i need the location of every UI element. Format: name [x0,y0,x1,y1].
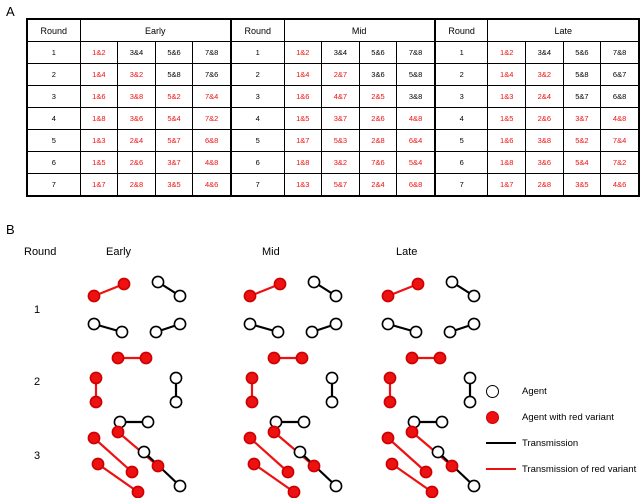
round-cell: 5 [231,130,284,152]
agent-node-red [406,352,417,363]
pair-cell: 2&4 [526,86,564,108]
agent-node-red [88,290,99,301]
pair-cell: 7&8 [193,42,231,64]
pair-cell: 7&4 [193,86,231,108]
round-cell: 2 [231,64,284,86]
agent-node-red [420,466,431,477]
pair-cell: 5&8 [563,64,601,86]
agent-open-circle-icon [486,385,520,398]
pair-cell: 6&7 [601,64,639,86]
pair-cell: 3&5 [563,174,601,197]
agent-node-red [384,372,395,383]
agent-node-red [382,290,393,301]
pair-cell: 5&3 [322,130,360,152]
agent-node [88,318,99,329]
agent-red-circle-icon [486,411,520,424]
pair-cell: 6&4 [397,130,435,152]
pair-cell: 3&4 [322,42,360,64]
panelb-column-early: Early [106,246,132,258]
pair-cell: 3&8 [526,130,564,152]
pair-cell: 2&6 [359,108,397,130]
round-cell: 7 [231,174,284,197]
pair-cell: 6&8 [601,86,639,108]
agent-node-red [426,486,437,497]
agent-node-red [406,426,417,437]
table-header-row [27,19,639,42]
round-cell: 6 [27,152,80,174]
agent-node [170,396,181,407]
agent-node-red [126,466,137,477]
pair-cell: 2&6 [526,108,564,130]
agent-node [326,396,337,407]
pair-cell: 7&6 [193,64,231,86]
pair-cell: 1&7 [284,130,322,152]
agent-node-red [244,432,255,443]
pair-cell: 4&8 [397,108,435,130]
pair-cell: 5&4 [563,152,601,174]
agent-node [272,326,283,337]
panel-a-letter: A [6,4,15,19]
round-cell: 4 [231,108,284,130]
round-cell: 4 [27,108,80,130]
agent-node-red [412,278,423,289]
agent-node [116,326,127,337]
pair-cell: 3&2 [118,64,156,86]
round-cell: 3 [435,86,488,108]
pair-cell: 7&8 [601,42,639,64]
round-cell: 5 [435,130,488,152]
agent-node [152,276,163,287]
agent-node-red [434,352,445,363]
pair-cell: 3&6 [526,152,564,174]
panelb-row-3: 3 [34,450,41,462]
agent-node-red [244,290,255,301]
round-cell: 7 [435,174,488,197]
agent-node [294,446,305,457]
pair-cell: 3&6 [359,64,397,86]
agent-node [174,318,185,329]
pair-cell: 1&3 [488,86,526,108]
agent-node [142,416,153,427]
legend-label-transmission-red: Transmission of red variant [522,463,637,475]
pair-cell: 2&8 [359,130,397,152]
agent-node-red [132,486,143,497]
agent-node [382,318,393,329]
legend-item-transmission-red [486,456,636,482]
agent-node-red [140,352,151,363]
pair-cell: 5&7 [322,174,360,197]
pair-cell: 3&5 [155,174,193,197]
pair-cell: 7&4 [601,130,639,152]
agent-node-red [288,486,299,497]
round-cell: 5 [27,130,80,152]
agent-node [410,326,421,337]
round-cell: 2 [27,64,80,86]
round-cell: 6 [435,152,488,174]
agent-node [330,480,341,491]
pair-cell: 6&8 [193,130,231,152]
pair-cell: 2&4 [118,130,156,152]
agent-node-red [446,460,457,471]
pair-cell: 5&7 [155,130,193,152]
pair-cell: 1&3 [80,130,118,152]
panelb-column-mid: Mid [262,246,280,258]
agent-node-red [112,426,123,437]
pair-cell: 5&2 [563,130,601,152]
panelb-column-late: Late [396,246,418,258]
agent-node-red [118,278,129,289]
legend-item-agent-red [486,404,636,430]
agent-node-red [92,458,103,469]
agent-node [464,396,475,407]
pair-cell: 4&8 [601,108,639,130]
pair-cell: 5&6 [563,42,601,64]
round-cell: 3 [27,86,80,108]
pair-cell: 3&8 [118,86,156,108]
pair-cell: 2&4 [359,174,397,197]
panel-b-letter: B [6,222,15,237]
panelb-round-label: Round [24,246,57,258]
agent-node [174,290,185,301]
pair-cell: 6&8 [397,174,435,197]
pair-cell: 1&4 [284,64,322,86]
agent-node [432,446,443,457]
agent-node-red [384,396,395,407]
header-mid: Mid [284,19,435,42]
pair-cell: 1&6 [284,86,322,108]
pair-cell: 3&4 [526,42,564,64]
agent-node-red [274,278,285,289]
agent-node-red [246,396,257,407]
pair-cell: 1&8 [80,108,118,130]
pair-cell: 3&2 [322,152,360,174]
legend-label-transmission: Transmission [522,437,579,449]
agent-node-red [268,352,279,363]
pair-cell: 1&7 [80,174,118,197]
agent-node-red [88,432,99,443]
agent-node-red [90,372,101,383]
table-row [27,152,639,174]
pair-cell: 1&2 [284,42,322,64]
agent-node-red [308,460,319,471]
pair-cell: 1&4 [80,64,118,86]
pair-cell: 7&2 [601,152,639,174]
agent-node-red [382,432,393,443]
legend [486,378,636,482]
agent-node-red [152,460,163,471]
pair-cell: 5&4 [155,108,193,130]
pair-cell: 3&8 [397,86,435,108]
table-row [27,86,639,108]
header-round-mid: Round [231,19,284,42]
pair-cell: 3&2 [526,64,564,86]
agent-node-red [296,352,307,363]
red-line-icon [486,468,520,471]
round-cell: 2 [435,64,488,86]
pair-cell: 1&7 [488,174,526,197]
pair-cell: 5&2 [155,86,193,108]
agent-node-red [90,396,101,407]
round-cell: 6 [231,152,284,174]
black-line-icon [486,442,520,445]
round-cell: 1 [435,42,488,64]
pair-cell: 1&5 [488,108,526,130]
pair-cell: 5&6 [359,42,397,64]
pair-cell: 2&7 [322,64,360,86]
agent-node [138,446,149,457]
agent-node [468,290,479,301]
pair-cell: 1&2 [488,42,526,64]
round-cell: 4 [435,108,488,130]
pair-cell: 5&6 [155,42,193,64]
pair-cell: 2&8 [526,174,564,197]
header-early: Early [80,19,231,42]
table-row [27,108,639,130]
round-cell: 1 [231,42,284,64]
legend-label-agent: Agent [522,385,547,397]
agent-node [170,372,181,383]
legend-item-transmission [486,430,636,456]
agent-node [150,326,161,337]
agent-node-red [282,466,293,477]
pair-cell: 4&7 [322,86,360,108]
pair-cell: 7&2 [193,108,231,130]
pair-cell: 1&5 [284,108,322,130]
agent-node [468,480,479,491]
pair-cell: 1&5 [80,152,118,174]
agent-node [330,290,341,301]
agent-node [330,318,341,329]
table-row [27,64,639,86]
agent-node [444,326,455,337]
agent-node [298,416,309,427]
pair-cell: 7&6 [359,152,397,174]
pair-cell: 5&4 [397,152,435,174]
pair-cell: 4&6 [601,174,639,197]
table-row [27,174,639,197]
legend-item-agent [486,378,636,404]
pair-cell: 4&8 [193,152,231,174]
pair-cell: 1&3 [284,174,322,197]
pair-cell: 5&7 [563,86,601,108]
table-row [27,42,639,64]
pair-cell: 3&7 [563,108,601,130]
agent-node-red [112,352,123,363]
pair-cell: 3&4 [118,42,156,64]
panelb-row-1: 1 [34,304,41,316]
table-row [27,130,639,152]
agent-node-red [246,372,257,383]
pair-cell: 1&8 [488,152,526,174]
pair-cell: 5&8 [155,64,193,86]
pairing-table [26,18,640,197]
agent-node [468,318,479,329]
panel-b [0,232,640,498]
legend-label-agent-red: Agent with red variant [522,411,614,423]
agent-node [308,276,319,287]
round-cell: 7 [27,174,80,197]
pair-cell: 3&7 [155,152,193,174]
panelb-row-2: 2 [34,376,41,388]
pair-cell: 5&8 [397,64,435,86]
agent-node [436,416,447,427]
header-round-early: Round [27,19,80,42]
pair-cell: 3&6 [118,108,156,130]
pair-cell: 4&6 [193,174,231,197]
header-round-late: Round [435,19,488,42]
agent-node [464,372,475,383]
agent-node [244,318,255,329]
agent-node [326,372,337,383]
agent-node [174,480,185,491]
agent-node [306,326,317,337]
pair-cell: 1&8 [284,152,322,174]
round-cell: 1 [27,42,80,64]
agent-node-red [386,458,397,469]
pair-cell: 1&2 [80,42,118,64]
pair-cell: 2&8 [118,174,156,197]
pair-cell: 2&6 [118,152,156,174]
agent-node-red [268,426,279,437]
pair-cell: 2&5 [359,86,397,108]
agent-node-red [248,458,259,469]
header-late: Late [488,19,639,42]
agent-node [446,276,457,287]
pair-cell: 1&4 [488,64,526,86]
pair-cell: 7&8 [397,42,435,64]
pair-cell: 1&6 [80,86,118,108]
pair-cell: 1&6 [488,130,526,152]
pair-cell: 3&7 [322,108,360,130]
round-cell: 3 [231,86,284,108]
